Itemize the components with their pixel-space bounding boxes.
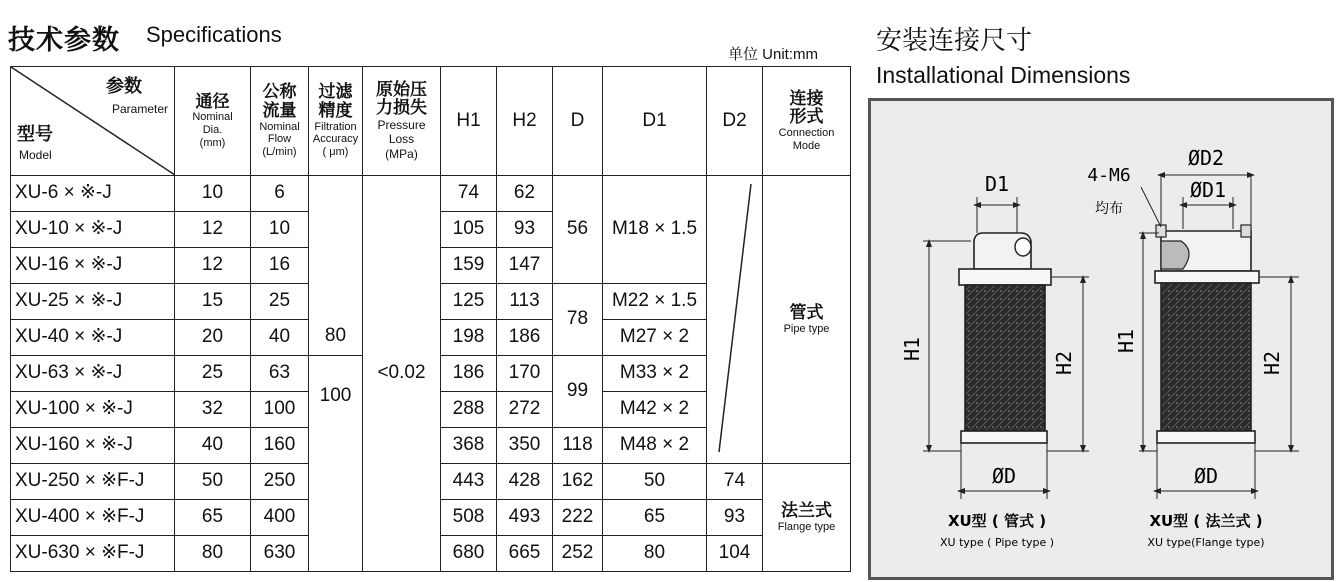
- cell-d: 78: [553, 284, 603, 356]
- cell-model: XU-25 × ※-J: [11, 284, 175, 320]
- left-caption-en: XU type ( Pipe type ): [940, 536, 1054, 549]
- cell-d1: M42 × 2: [603, 392, 707, 428]
- cell-h1: 443: [441, 464, 497, 500]
- cell-flow: 100: [251, 392, 309, 428]
- cell-d1: M27 × 2: [603, 320, 707, 356]
- cell-d1: 50: [603, 464, 707, 500]
- cell-dia: 12: [175, 248, 251, 284]
- header-conn-zh-1: 连接: [789, 88, 824, 108]
- right-m6-label-zh: 均布: [1095, 201, 1123, 217]
- header-nominal-dia-en-1: Nominal: [192, 111, 233, 124]
- pipe-type-filter: [923, 197, 1089, 499]
- cell-model: XU-400 × ※F-J: [11, 500, 175, 536]
- cell-d2-slash: [707, 176, 763, 464]
- right-d-label: ØD: [1193, 464, 1219, 488]
- cell-h1: 74: [441, 176, 497, 212]
- cell-h1: 125: [441, 284, 497, 320]
- cell-d2: 74: [707, 464, 763, 500]
- header-nominal-flow-zh-2: 流量: [262, 101, 297, 121]
- cell-h2: 147: [497, 248, 553, 284]
- header-connection: [763, 67, 851, 176]
- cell-h2: 186: [497, 320, 553, 356]
- cell-h2: 350: [497, 428, 553, 464]
- cell-model: XU-100 × ※-J: [11, 392, 175, 428]
- header-nominal-dia-zh: 通径: [195, 91, 230, 111]
- left-caption-zh: XU型 ( 管式 ): [947, 512, 1047, 530]
- specifications-title-zh: 技术参数: [8, 25, 120, 55]
- connection-flange-en: Flange type: [777, 520, 836, 533]
- cell-h1: 198: [441, 320, 497, 356]
- cell-d: 99: [553, 356, 603, 428]
- header-nominal-dia-en-3: (mm): [199, 136, 226, 149]
- header-param-zh: 参数: [106, 76, 142, 96]
- cell-dia: 40: [175, 428, 251, 464]
- header-d: D: [553, 67, 603, 176]
- header-filtration-en-3: ( μm): [322, 146, 349, 158]
- left-h1-label: H1: [900, 336, 924, 362]
- connection-flange-zh: 法兰式: [781, 500, 832, 520]
- cell-dia: 12: [175, 212, 251, 248]
- cell-d1: M33 × 2: [603, 356, 707, 392]
- header-pressure-zh-1: 原始压: [376, 79, 427, 99]
- cell-d2: 93: [707, 500, 763, 536]
- header-nominal-flow-en-1: Nominal: [259, 120, 300, 133]
- dimensions-title-en: Installational Dimensions: [876, 62, 1131, 88]
- header-h1: H1: [441, 67, 497, 176]
- connection-pipe-zh: 管式: [789, 302, 824, 322]
- installation-drawing-panel: [868, 98, 1334, 580]
- cell-h2: 272: [497, 392, 553, 428]
- header-pressure-zh-2: 力损失: [376, 98, 427, 118]
- specifications-table: [10, 66, 850, 580]
- cell-connection-pipe: [763, 176, 851, 464]
- cell-h1: 186: [441, 356, 497, 392]
- cell-model: XU-6 × ※-J: [11, 176, 175, 212]
- cell-d1: M48 × 2: [603, 428, 707, 464]
- cell-h2: 428: [497, 464, 553, 500]
- cell-d: 252: [553, 536, 603, 572]
- header-filtration-zh-2: 精度: [318, 101, 353, 121]
- header-nominal-flow: [251, 67, 309, 176]
- cell-dia: 32: [175, 392, 251, 428]
- installation-drawing: [871, 101, 1331, 577]
- cell-flow: 16: [251, 248, 309, 284]
- cell-flow: 6: [251, 176, 309, 212]
- header-filtration-zh-1: 过滤: [318, 82, 353, 102]
- table-row: [11, 176, 851, 212]
- cell-flow: 160: [251, 428, 309, 464]
- cell-d2: 104: [707, 536, 763, 572]
- header-pressure-loss: [363, 67, 441, 176]
- cell-model: XU-63 × ※-J: [11, 356, 175, 392]
- header-filtration-en-2: Accuracy: [312, 133, 359, 146]
- cell-model: XU-16 × ※-J: [11, 248, 175, 284]
- cell-dia: 15: [175, 284, 251, 320]
- cell-flow: 63: [251, 356, 309, 392]
- cell-model: XU-160 × ※-J: [11, 428, 175, 464]
- cell-h1: 105: [441, 212, 497, 248]
- cell-flow: 250: [251, 464, 309, 500]
- cell-h1: 288: [441, 392, 497, 428]
- cell-h2: 665: [497, 536, 553, 572]
- cell-connection-flange: [763, 464, 851, 572]
- cell-d: 56: [553, 176, 603, 284]
- flange-type-filter: [1139, 175, 1299, 499]
- header-nominal-flow-en-3: (L/min): [262, 146, 297, 158]
- header-h2: H2: [497, 67, 553, 176]
- right-d2-label: ØD2: [1187, 146, 1225, 170]
- cell-model: XU-10 × ※-J: [11, 212, 175, 248]
- cell-h2: 62: [497, 176, 553, 212]
- cell-flow: 400: [251, 500, 309, 536]
- cell-dia: 25: [175, 356, 251, 392]
- header-d2: D2: [707, 67, 763, 176]
- cell-flow: 25: [251, 284, 309, 320]
- header-pressure-en-2: Loss: [388, 132, 415, 147]
- connection-pipe-en: Pipe type: [783, 322, 830, 335]
- header-param-model: [11, 67, 175, 176]
- dimensions-title-zh: 安装连接尺寸: [876, 25, 1033, 55]
- header-nominal-dia: [175, 67, 251, 176]
- cell-d: 222: [553, 500, 603, 536]
- header-pressure-en-3: (MPa): [385, 146, 418, 161]
- cell-dia: 50: [175, 464, 251, 500]
- left-d1-label: D1: [984, 172, 1010, 196]
- left-h2-label: H2: [1052, 350, 1076, 376]
- cell-dia: 80: [175, 536, 251, 572]
- cell-h2: 170: [497, 356, 553, 392]
- header-nominal-flow-zh-1: 公称: [262, 82, 297, 102]
- cell-h1: 508: [441, 500, 497, 536]
- right-caption-en: XU type(Flange type): [1147, 536, 1265, 549]
- specifications-title-en: Specifications: [146, 22, 282, 47]
- cell-h2: 93: [497, 212, 553, 248]
- cell-d: 118: [553, 428, 603, 464]
- header-nominal-flow-en-2: Flow: [267, 133, 292, 146]
- cell-h2: 493: [497, 500, 553, 536]
- right-caption-zh: XU型 ( 法兰式 ): [1149, 512, 1263, 530]
- right-d1-label: ØD1: [1189, 178, 1227, 202]
- cell-dia: 65: [175, 500, 251, 536]
- cell-h1: 159: [441, 248, 497, 284]
- cell-model: XU-40 × ※-J: [11, 320, 175, 356]
- cell-filtration-80: 80: [309, 176, 363, 356]
- cell-d: 162: [553, 464, 603, 500]
- left-d-label: ØD: [991, 464, 1017, 488]
- cell-pressure-loss: <0.02: [363, 176, 441, 572]
- right-h1-label: H1: [1114, 328, 1138, 354]
- cell-dia: 10: [175, 176, 251, 212]
- header-pressure-en-1: Pressure: [377, 118, 426, 133]
- right-h2-label: H2: [1260, 350, 1284, 376]
- header-model-zh: 型号: [17, 124, 53, 144]
- cell-filtration-100: 100: [309, 356, 363, 572]
- cell-d1: 65: [603, 500, 707, 536]
- slash-line: [707, 176, 763, 458]
- right-m6-label: 4-M6: [1087, 165, 1131, 186]
- header-d1: D1: [603, 67, 707, 176]
- cell-flow: 10: [251, 212, 309, 248]
- cell-d1: 80: [603, 536, 707, 572]
- cell-h1: 680: [441, 536, 497, 572]
- cell-h1: 368: [441, 428, 497, 464]
- cell-d1: M22 × 1.5: [603, 284, 707, 320]
- cell-model: XU-250 × ※F-J: [11, 464, 175, 500]
- header-nominal-dia-en-2: Dia.: [202, 124, 223, 137]
- cell-flow: 40: [251, 320, 309, 356]
- cell-h2: 113: [497, 284, 553, 320]
- unit-label: 单位 Unit:mm: [728, 46, 819, 63]
- header-model-en: Model: [19, 148, 52, 162]
- cell-flow: 630: [251, 536, 309, 572]
- header-conn-en-1: Connection: [778, 127, 835, 140]
- cell-dia: 20: [175, 320, 251, 356]
- header-conn-zh-2: 形式: [789, 107, 824, 127]
- header-conn-en-2: Mode: [792, 139, 821, 152]
- cell-d1: M18 × 1.5: [603, 176, 707, 284]
- cell-model: XU-630 × ※F-J: [11, 536, 175, 572]
- header-filtration-en-1: Filtration: [314, 120, 357, 133]
- header-filtration: [309, 67, 363, 176]
- header-param-en: Parameter: [111, 102, 168, 116]
